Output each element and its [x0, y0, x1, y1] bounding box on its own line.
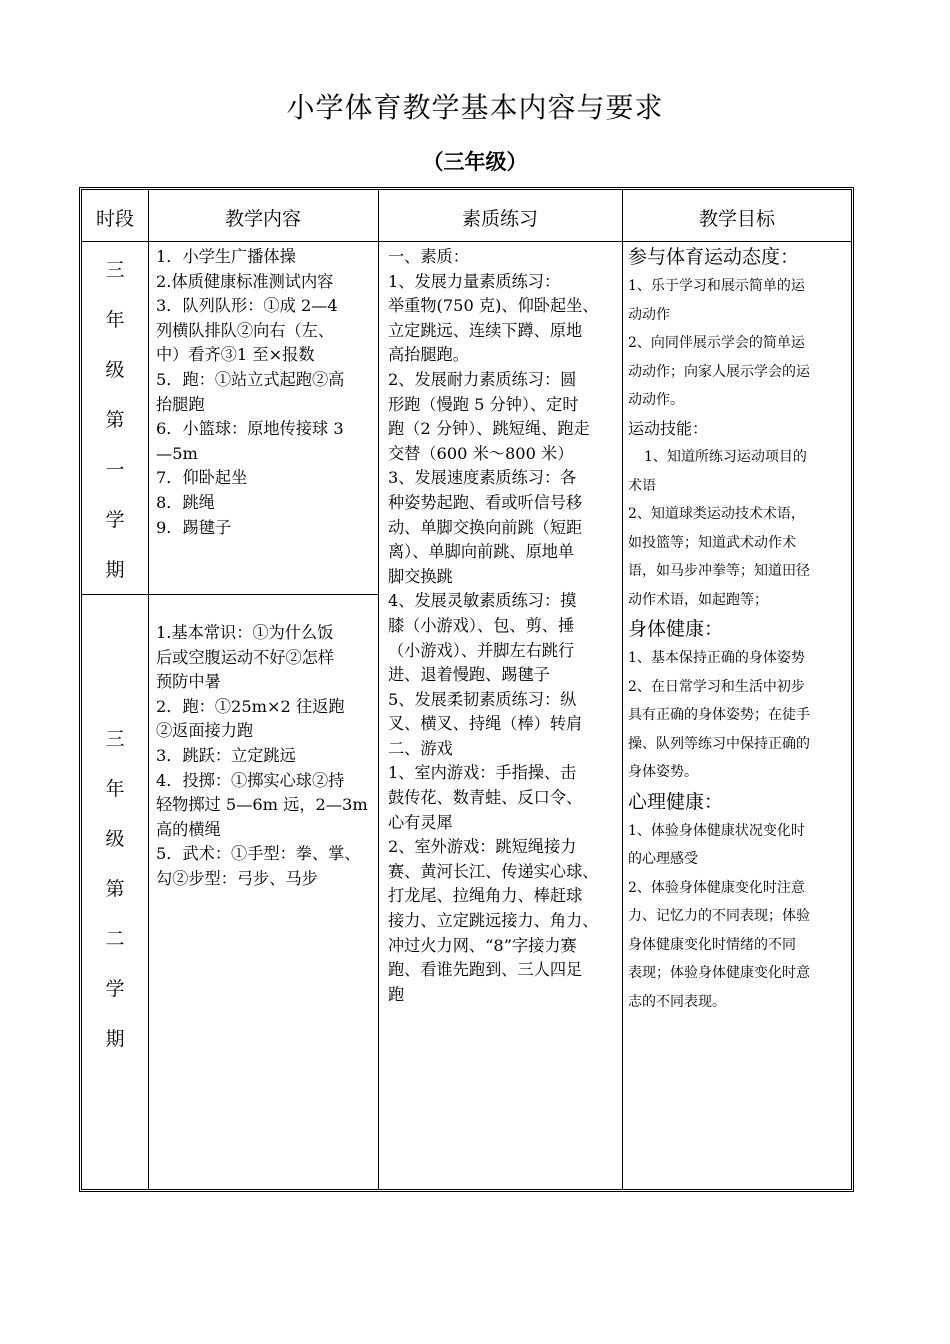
- period-char: 期: [105, 559, 125, 581]
- period-char: 年: [105, 778, 125, 800]
- content-line: 后或空腹运动不好②怎样: [156, 647, 335, 667]
- period-char: 学: [105, 978, 125, 1000]
- goals-line: 身体姿势。: [628, 764, 698, 780]
- col-divider: [378, 190, 379, 1189]
- content-line: 6．小篮球：原地传接球 3: [156, 419, 344, 439]
- period-char: 级: [105, 359, 125, 381]
- content-line: 5．跑：①站立式起跑②高: [156, 369, 345, 389]
- content-line: 8．跳绳: [156, 492, 215, 512]
- practice-line: 2、发展耐力素质练习：圆: [388, 369, 577, 389]
- goals-line: 语，如马步冲拳等；知道田径: [628, 563, 810, 579]
- term2-period: [82, 714, 148, 1064]
- practice-line: 二、游戏: [388, 738, 453, 758]
- content-line: 抬腿跑: [156, 394, 205, 414]
- header-goals: 教学目标: [698, 208, 775, 230]
- practice-line: 打龙尾、拉绳角力、棒赶球: [388, 886, 583, 906]
- practice-line: 鼓传花、数青蛙、反口令、: [388, 788, 583, 808]
- goals-line: 1、体验身体健康状况变化时: [628, 822, 805, 839]
- curriculum-table: [79, 187, 854, 1192]
- goals-heading-mental: 心理健康：: [628, 790, 724, 813]
- practice-line: 一、素质：: [388, 247, 469, 266]
- practice-line: 膝（小游戏）、包、剪、捶: [388, 615, 575, 635]
- goals-line: 2、体验身体健康变化时注意: [628, 879, 805, 896]
- content-line: 2．跑：①25m×2 往返跑: [156, 696, 345, 716]
- practice-line: 种姿势起跑、看或听信号移: [388, 492, 583, 512]
- header-practice: 素质练习: [461, 208, 538, 230]
- period-char: 学: [105, 509, 125, 531]
- document-title: 小学体育教学基本内容与要求: [286, 91, 664, 124]
- period-char: 第: [105, 878, 125, 900]
- content-line: 5．武术：①手型：拳、掌、: [156, 844, 361, 864]
- practice-line: 立定跳远、连续下蹲、原地: [388, 320, 583, 340]
- content-line: ②返面接力跑: [156, 721, 254, 741]
- goals-line: 动动作；向家人展示学会的运: [628, 363, 810, 380]
- period-char: 二: [105, 928, 125, 950]
- practice-line: 叉、横叉、持绳（棒）转肩: [388, 714, 583, 734]
- practice-line: 心有灵犀: [388, 812, 453, 832]
- goals-line: 动动作。: [628, 392, 684, 408]
- goals-line: 如投篮等；知道武术动作术: [628, 534, 796, 551]
- goals-line: 1、基本保持正确的身体姿势: [628, 650, 805, 666]
- goals-line: 力、记忆力的不同表现；体验: [628, 908, 810, 924]
- goals-heading-attitude: 参与体育运动态度：: [628, 246, 800, 268]
- content-line: 轻物掷过 5—6m 远，2—3m: [156, 795, 368, 815]
- practice-line: 1、室内游戏：手指操、击: [388, 763, 577, 783]
- content-line: 高的横绳: [156, 819, 221, 839]
- content-line: 中）看齐③1 至×报数: [156, 345, 315, 365]
- period-char: 第: [105, 409, 125, 431]
- goals-heading-skill: 运动技能：: [628, 418, 709, 438]
- goals-line: 2、向同伴展示学会的简单运: [628, 335, 805, 351]
- practice-line: 冲过火力网、“8”字接力赛: [388, 935, 577, 955]
- practice-line: 跑: [388, 984, 405, 1004]
- practice-line: 形跑（慢跑 5 分钟）、定时: [388, 394, 579, 414]
- goals-line: 1、乐于学习和展示简单的运: [628, 278, 805, 294]
- practice-line: 1、发展力量素质练习：: [388, 271, 561, 291]
- goals-heading-health: 身体健康：: [628, 618, 724, 640]
- content-line: 列横队排队②向右（左、: [156, 320, 335, 340]
- document-subtitle: （三年级）: [422, 150, 528, 174]
- content-line: —5m: [156, 443, 198, 463]
- goals-line: 的心理感受: [628, 851, 698, 867]
- goals-line: 表现；体验身体健康变化时意: [628, 965, 810, 981]
- term1-content: [156, 245, 378, 540]
- practice-line: 进、退着慢跑、踢毽子: [388, 665, 550, 685]
- content-line: 9．踢毽子: [156, 517, 232, 537]
- practice-line: 3、发展速度素质练习：各: [388, 468, 577, 488]
- period-char: 年: [105, 309, 125, 331]
- period-char: 一: [105, 459, 125, 481]
- period-char: 三: [105, 728, 125, 750]
- goals-line: 身体健康变化时情绪的不同: [628, 936, 796, 953]
- header-content: 教学内容: [224, 208, 301, 230]
- goals-line: 动作术语，如起跑等；: [628, 591, 768, 608]
- practice-line: 跑、看谁先跑到、三人四足: [388, 960, 583, 980]
- practice-line: 交替（600 米～800 米）: [388, 443, 574, 463]
- content-line: 4．投掷：①掷实心球②持: [156, 770, 345, 790]
- period-char: 期: [105, 1028, 125, 1050]
- practice-line: 高抬腿跑。: [388, 345, 469, 365]
- content-line: 7．仰卧起坐: [156, 468, 248, 488]
- practice-line: 4、发展灵敏素质练习：摸: [388, 591, 577, 611]
- goals-line: 术语: [628, 477, 656, 494]
- content-line: 勾②步型：弓步、马步: [156, 868, 318, 888]
- practice-line: 举重物(750 克)、仰卧起坐、: [388, 296, 599, 316]
- practice-line: 跑（2 分钟）、跳短绳、跑走: [388, 419, 590, 439]
- header-period: 时段: [95, 208, 134, 230]
- practice-line: 5、发展柔韧素质练习：纵: [388, 689, 577, 709]
- col-divider: [148, 190, 149, 1189]
- practice-line: 离）、单脚向前跳、原地单: [388, 542, 575, 562]
- practice-content: [388, 245, 620, 1007]
- period-char: 三: [105, 259, 125, 281]
- practice-line: 接力、立定跳远接力、角力、: [388, 911, 599, 931]
- practice-line: 2、室外游戏：跳短绳接力: [388, 837, 577, 857]
- practice-line: 赛、黄河长江、传递实心球、: [388, 861, 599, 881]
- content-line: 预防中暑: [156, 672, 221, 692]
- practice-line: 动、单脚交换向前跳（短距: [388, 517, 583, 537]
- goals-line: 2、知道球类运动技术术语，: [628, 506, 805, 522]
- practice-line: 脚交换跳: [388, 566, 453, 586]
- content-line: 1．小学生广播体操: [156, 247, 296, 266]
- goals-line: 2、在日常学习和生活中初步: [628, 678, 805, 695]
- content-line: 2.体质健康标准测试内容: [156, 271, 334, 291]
- col-divider: [622, 190, 623, 1189]
- goals-content: [628, 242, 850, 1016]
- practice-line: （小游戏）、并脚左右跳行: [388, 640, 575, 660]
- goals-line: 操、队列等练习中保持正确的: [628, 735, 810, 752]
- goals-line: 具有正确的身体姿势；在徒手: [628, 707, 810, 723]
- term2-content: [156, 621, 378, 892]
- period-char: 级: [105, 828, 125, 850]
- content-line: 3．跳跃：立定跳远: [156, 745, 296, 765]
- content-line: 3．队列队形：①成 2—4: [156, 296, 338, 316]
- goals-line: 志的不同表现。: [628, 993, 726, 1010]
- content-line: 1.基本常识：①为什么饭: [156, 623, 334, 642]
- term1-period: [82, 245, 148, 595]
- goals-line: 1、知道所练习运动项目的: [644, 449, 807, 465]
- goals-line: 动动作: [628, 306, 670, 323]
